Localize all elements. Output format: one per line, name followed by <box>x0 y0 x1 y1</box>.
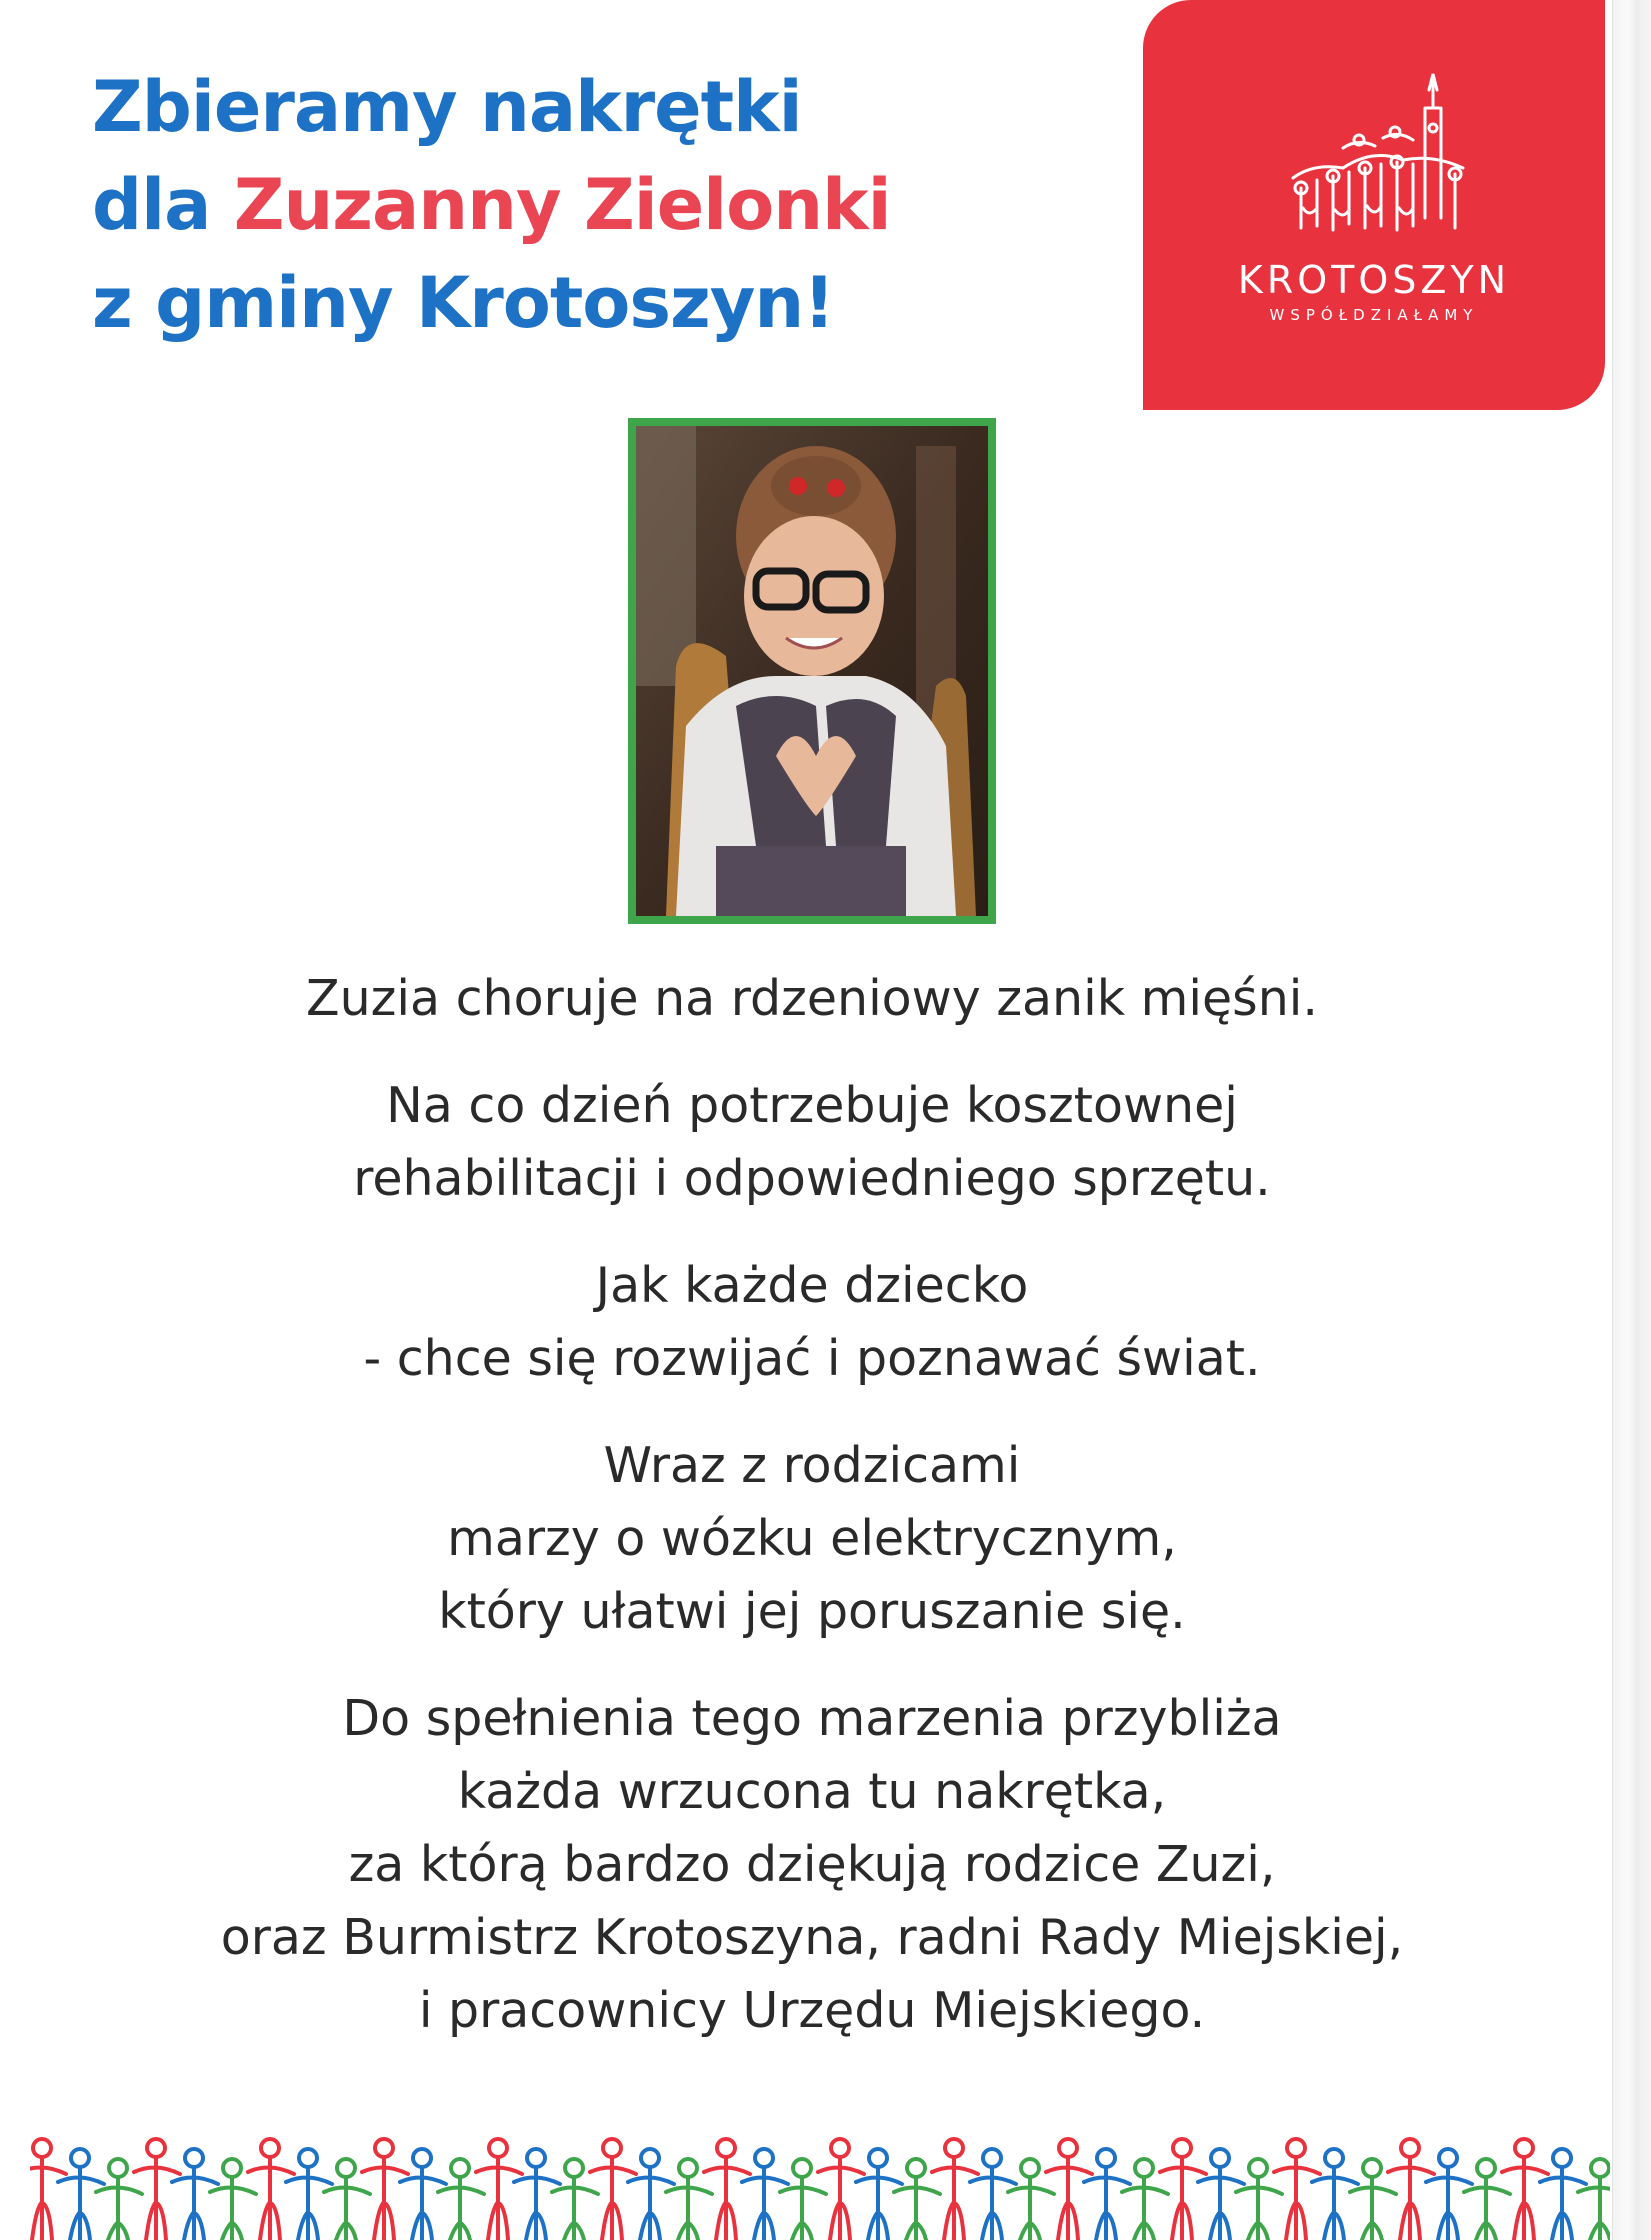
logo-name: KROTOSZYN <box>1237 258 1511 302</box>
figure-icon <box>932 2139 978 2240</box>
figure-icon <box>134 2139 180 2240</box>
figure-icon <box>818 2139 864 2240</box>
figure-icon <box>742 2149 788 2240</box>
figure-icon <box>1312 2149 1358 2240</box>
scanned-page-edge <box>1612 0 1651 2240</box>
figure-icon <box>362 2139 408 2240</box>
figure-icon <box>248 2139 294 2240</box>
figure-icon <box>476 2139 522 2240</box>
text-line: i pracownicy Urzędu Miejskiego. <box>418 1982 1206 2039</box>
title-line-1: Zbieramy nakrętki <box>92 66 802 148</box>
text-line: który ułatwi jej poruszanie się. <box>438 1583 1186 1640</box>
figure-icon <box>704 2139 750 2240</box>
figure-icon <box>286 2149 332 2240</box>
text-line: Jak każde dziecko <box>595 1257 1029 1314</box>
figure-icon <box>1502 2139 1548 2240</box>
figure-icon <box>856 2149 902 2240</box>
figure-icon <box>1198 2149 1244 2240</box>
paragraph-wheelchair <box>100 1429 1524 1648</box>
paragraph-needs <box>100 1069 1524 1215</box>
figure-icon <box>30 2139 66 2240</box>
figure-icon <box>400 2149 446 2240</box>
text-line: oraz Burmistrz Krotoszyna, radni Rady Miejskiej, <box>220 1909 1404 1966</box>
paragraph-diagnosis <box>100 962 1524 1035</box>
paragraph-thanks <box>100 1682 1524 2047</box>
paragraph-development <box>100 1249 1524 1395</box>
photo-image <box>636 426 988 916</box>
figure-icon <box>1578 2159 1610 2240</box>
title-line-2 <box>92 156 891 254</box>
text-line: Zuzia choruje na rdzeniowy zanik mięśni. <box>306 970 1318 1027</box>
figure-icon <box>590 2139 636 2240</box>
text-line: każda wrzucona tu nakrętka, <box>457 1763 1167 1820</box>
figure-icon <box>628 2149 674 2240</box>
text-line: marzy o wózku elektrycznym, <box>447 1510 1177 1567</box>
text-line: - chce się rozwijać i poznawać świat. <box>363 1330 1261 1387</box>
krotoszyn-logo <box>1143 0 1605 410</box>
figure-icon <box>970 2149 1016 2240</box>
figure-icon <box>1388 2139 1434 2240</box>
figure-icon <box>514 2149 560 2240</box>
figure-icon <box>1540 2149 1586 2240</box>
title-line-2-prefix: dla <box>92 164 234 246</box>
figure-icon <box>1426 2149 1472 2240</box>
text-line: Na co dzień potrzebuje kosztownej <box>386 1077 1238 1134</box>
child-name: Zuzanny Zielonki <box>233 164 891 246</box>
figure-icon <box>1084 2149 1130 2240</box>
figure-icon <box>1046 2139 1092 2240</box>
poster-title <box>92 58 891 352</box>
girl-portrait-photo <box>628 418 996 924</box>
figure-icon <box>1274 2139 1320 2240</box>
text-line: za którą bardzo dziękują rodzice Zuzi, <box>348 1836 1276 1893</box>
title-line-3: z gminy Krotoszyn! <box>92 262 835 344</box>
figure-icon <box>1160 2139 1206 2240</box>
figure-icon <box>172 2149 218 2240</box>
text-line: rehabilitacji i odpowiedniego sprzętu. <box>353 1150 1271 1207</box>
town-skyline-icon <box>1283 68 1473 248</box>
logo-tagline: WSPÓŁDZIAŁAMY <box>1269 306 1479 324</box>
figure-icon <box>58 2149 104 2240</box>
text-line: Do spełnienia tego marzenia przybliża <box>342 1690 1282 1747</box>
body-text <box>100 962 1524 2081</box>
people-figures-pattern <box>30 2120 1610 2240</box>
text-line: Wraz z rodzicami <box>603 1437 1021 1494</box>
